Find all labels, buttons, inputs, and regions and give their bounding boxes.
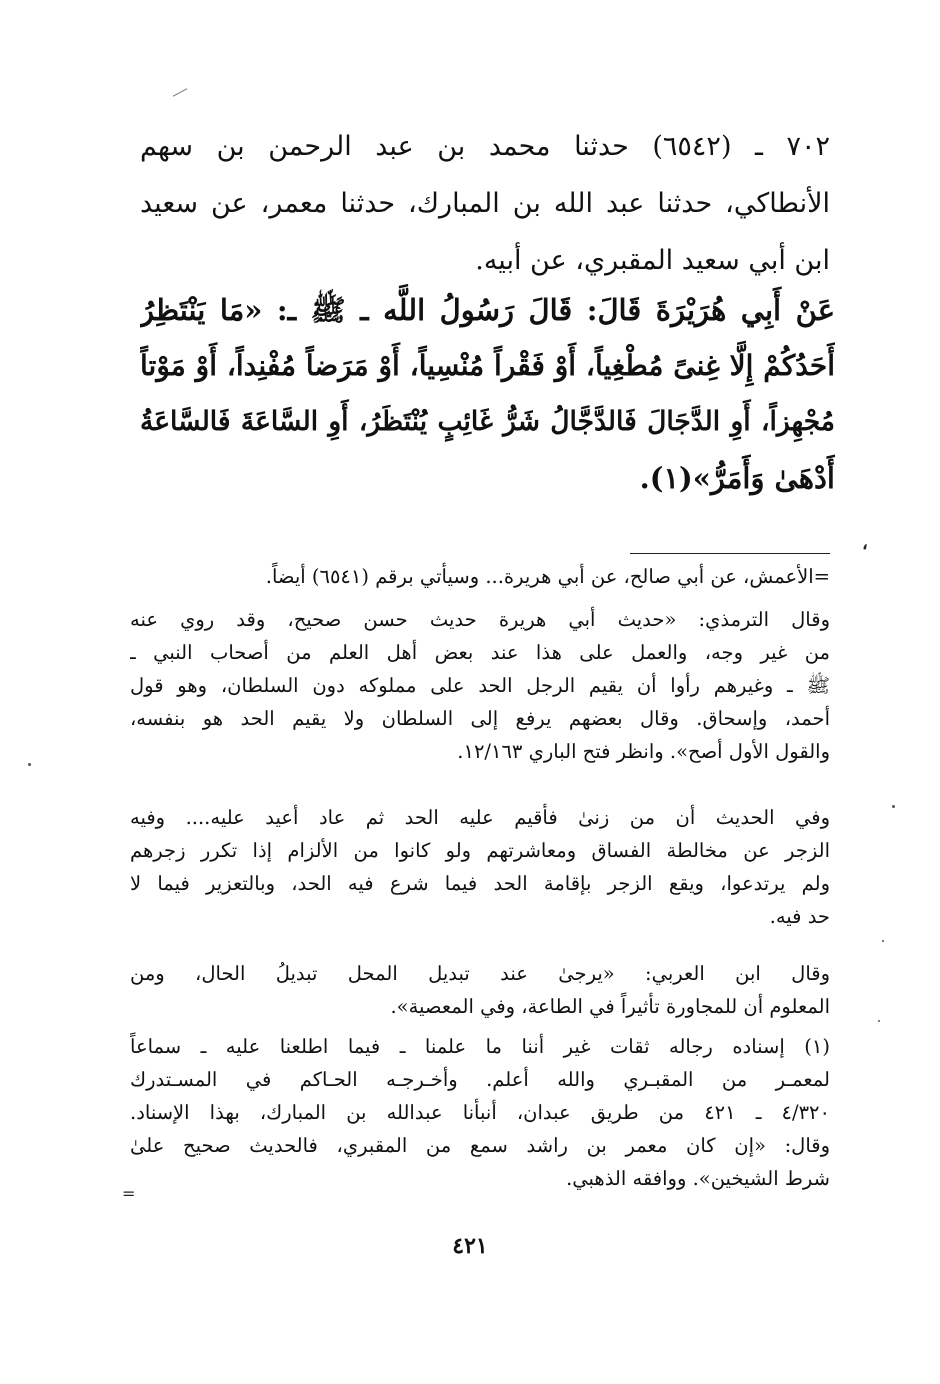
footnote-line: (١) إسناده رجاله ثقات غير أننا ما علمنا ـ فيما اطلعنا عليه ـ سماعاً <box>130 1035 830 1058</box>
matn-line: أَحَدُكُمْ إِلَّا غِنىً مُطْغِياً، أَوْ فَقْراً مُنْسِياً، أَوْ مَرَضاً مُفْنِداً، أَوْ مَوْتاً <box>140 349 835 382</box>
hadith-matn <box>140 282 835 506</box>
footnote-tirmidhi <box>130 603 830 768</box>
footnote-line: ﷺ ـ وغيرهم رأوا أن يقيم الرجل الحد على مملوكه دون السلطان، وهو قول <box>130 674 830 697</box>
footnote-line: حد فيه. <box>769 905 830 928</box>
matn-line: أَدْهَىٰ وَأَمَرُّ»(١). <box>639 461 835 495</box>
scan-speck <box>28 763 31 766</box>
isnad-line: الأنطاكي، حدثنا عبد الله بن المبارك، حدثنا معمر، عن سعيد <box>140 188 830 219</box>
footnote-1 <box>130 1030 830 1195</box>
footnote-line: =الأعمش، عن أبي صالح، عن أبي هريرة... وسيأتي برقم (٦٥٤١) أيضاً. <box>265 565 830 588</box>
footnote-line: من غير وجه، والعمل على هذا عند بعض أهل العلم من أصحاب النبي ـ <box>130 641 830 664</box>
isnad-line: ابن أبي سعيد المقبري، عن أبيه. <box>475 245 830 276</box>
footnote-line: والقول الأول أصح». وانظر فتح الباري ١٢/١٦٣. <box>457 740 830 763</box>
footnote-line: وقال ابن العربي: «يرجىٰ عند تبديل المحل تبديلُ الحال، ومن <box>130 962 830 985</box>
continuation-mark-left: = <box>122 1184 136 1203</box>
scan-speck <box>892 805 895 808</box>
footnote-line: المعلوم أن للمجاورة تأثيراً في الطاعة، وفي المعصية». <box>390 995 830 1018</box>
page-number: ٤٢١ <box>452 1233 488 1259</box>
footnote-line: ولم يرتدعوا، ويقع الزجر بإقامة الحد فيما شرع فيه الحد، وبالتعزير فيما لا <box>130 872 830 895</box>
matn-line: عَنْ أَبِي هُرَيْرَةَ قَالَ: قَالَ رَسُولُ اللَّه ـ ﷺ ـ: «مَا يَنْتَظِرُ <box>140 293 835 327</box>
scan-speck <box>878 1020 880 1022</box>
continuation-mark-right: ، <box>862 533 868 554</box>
footnote-line: لمعمـر من المقبـري والله أعلم. وأخـرجـه الحـاكم في المسـتدرك <box>130 1068 830 1091</box>
footnote-line: شرط الشيخين». ووافقه الذهبي. <box>566 1167 830 1190</box>
footnote-line: ٤/٣٢٠ ـ ٤٢١ من طريق عبدان، أنبأنا عبدالله بن المبارك، بهذا الإسناد. <box>130 1101 830 1124</box>
matn-line: مُجْهِزاً، أَوِ الدَّجَالَ فَالدَّجَّالُ شَرُّ غَائِبٍ يُنْتَظَرُ، أَوِ السَّاعَةَ فَالسَّاعَةُ <box>140 406 835 437</box>
footnote-line: وفي الحديث أن من زنىٰ فأقيم عليه الحد ثم عاد أعيد عليه.... وفيه <box>130 806 830 829</box>
footnote-separator <box>630 553 830 554</box>
footnote-line: وقال: «إن كان معمر بن راشد سمع من المقبري، فالحديث صحيح علىٰ <box>130 1134 830 1157</box>
footnote-lesson <box>130 801 830 933</box>
footnote-ibn-arabi <box>130 957 830 1023</box>
stray-pen-mark <box>173 88 188 96</box>
hadith-isnad <box>140 118 830 289</box>
isnad-line: ٧٠٢ ـ (٦٥٤٢) حدثنا محمد بن عبد الرحمن بن سهم <box>140 131 830 162</box>
footnote-continuation <box>130 560 830 593</box>
footnote-line: وقال الترمذي: «حديث أبي هريرة حديث حسن صحيح، وقد روي عنه <box>130 608 830 631</box>
footnote-line: الزجر عن مخالطة الفساق ومعاشرتهم ولو كانوا من الألزام إذا تكرر زجرهم <box>130 839 830 862</box>
footnote-line: أحمد، وإسحاق. وقال بعضهم يرفع إلى السلطان ولا يقيم الحد هو بنفسه، <box>130 707 830 730</box>
scan-speck <box>882 940 884 942</box>
